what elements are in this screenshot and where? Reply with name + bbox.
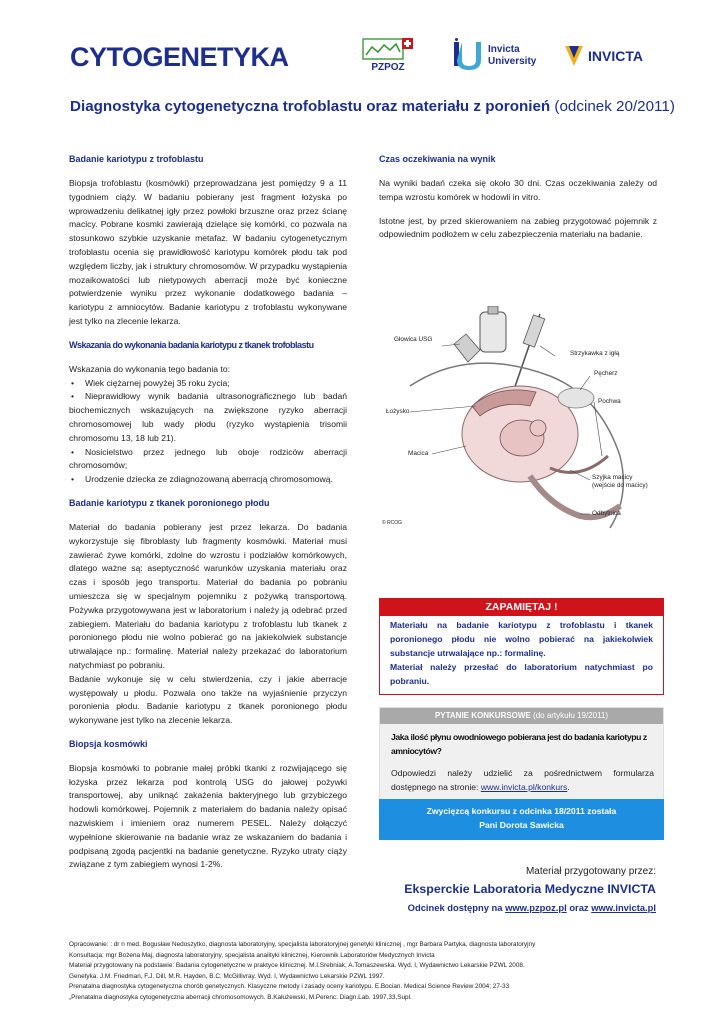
diagram-label-placenta: Łożysko xyxy=(386,408,410,415)
subtitle-main: Diagnostyka cytogenetyczna trofoblastu oraz materiału z poronień xyxy=(70,98,551,115)
prepared-label: Materiał przygotowany przez: xyxy=(525,866,656,877)
remember-box xyxy=(379,598,664,695)
invicta-logo xyxy=(564,42,656,68)
list-item-text: Wiek ciężarnej powyżej 35 roku życia; xyxy=(85,377,230,388)
winner-name: Pani Dorota Sawicka xyxy=(479,820,564,830)
pzpoz-link[interactable]: www.pzpoz.pl xyxy=(505,902,567,913)
wait-time-text-2: Istotne jest, by przed skierowaniem na zabieg przygotować pojemnik z odpowiednim podłożem w celu zabezpieczenia materiału na badanie. xyxy=(379,215,657,240)
contest-ref: (do artykułu 19/2011) xyxy=(533,711,609,720)
remember-body xyxy=(380,616,663,694)
diagram-label-bladder: Pęcherz xyxy=(594,370,618,377)
subtitle-episode: (odcinek 20/2011) xyxy=(554,98,675,115)
list-item-text: Nieprawidłowy wynik badania ultrasonograficznego lub badań biochemicznych wskazujących na zwiększone ryzyko aberracji chromosomowej lub wady płodu (ryzyko wystąpienia trisomii chromosomu 13, 18 lub 21). xyxy=(69,391,347,443)
left-column xyxy=(69,153,347,872)
diagram-label-cervix-note: (wejście do macicy) xyxy=(592,482,648,489)
remember-text-1: Materiału na badanie kariotypu z trofoblastu i tkanek poronionego płodu nie wolno pobierać na jakiekolwiek substancje utrwalające np.: formalinę. xyxy=(390,620,653,658)
footer-line: Prenatalna diagnostyka cytogenetyczna chorób genetycznych. Klasyczne metody i zasady oceny kariotypu. E.Bocian. Medical Science Review 2004; 27-33 xyxy=(69,983,510,991)
bullet-icon: • xyxy=(71,446,75,457)
cvs-diagram xyxy=(380,306,660,534)
section-title-biopsy: Biopsja kosmówki xyxy=(69,738,148,749)
remember-text-2: Materiał należy przesłać do laboratorium natychmiast po pobraniu. xyxy=(390,662,653,686)
footer-line: Materiał przygotowany na podstawie: Badania cytogenetyczne w praktyce klinicznej. M.I.Srebniak, A.Tomaszewska. Wyd. I, Wydawnictwo Lekarskie PZWL 2008. xyxy=(69,962,525,970)
list-item xyxy=(69,390,347,445)
iu-logo-line1: Invicta xyxy=(488,44,520,55)
contest-answer-text: Odpowiedzi należy udzielić za pośrednictwem formularza dostępnego na stronie: xyxy=(391,768,654,792)
section-text-miscarriage-1: Materiał do badania pobierany jest przez lekarza. Do badania wykorzystuje się fibroblasty lub fragmenty kosmówki. Materiał musi zawierać żywe komórki, zdolne do wzrostu i podziałów komórkowych, dlatego ważne są: aseptyczność warunków uzyskania materiału oraz czas i sposób jego transportu. Materiał do badania po pobraniu umieszcza się w specjalnym pojemniku z pożywką transportową. Pożywka przygotowywana jest w laboratorium i należy ją odebrać przed zabiegiem. Materiału do badania kariotypu z trofoblastu lub tkanek z poronionego płodu nie wolno pobierać go na jakiekolwiek substancje utrwalające np.: formalinę. Materiał należy przekazać do laboratorium natychmiast po pobraniu. xyxy=(69,521,347,670)
contest-header xyxy=(380,708,663,724)
remember-title: ZAPAMIĘTAJ ! xyxy=(380,599,663,616)
list-item-text: Urodzenie dziecka ze zdiagnozowaną aberracją chromosomową. xyxy=(85,474,333,485)
diagram-label-vagina: Pochwa xyxy=(598,398,621,405)
section-title-indications: Wskazania do wykonania badania kariotypu z tkanek trofoblastu xyxy=(69,339,314,350)
bullet-icon: • xyxy=(71,391,75,402)
indications-list xyxy=(69,377,347,487)
right-column xyxy=(379,153,657,242)
footer-line: Konsultacja: mgr Bożena Maj, diagnosta laboratoryjny, specjalista analityki klinicznej, Kierownik Laboratoriów Medycznych Invicta xyxy=(69,951,435,959)
footer-line: Opracowanie: : dr n med. Bogusław Nedoszytko, diagnosta laboratoryjny, specjalista laboratoryjnej genetyki klinicznej , mgr Barbara Partyka, diagnosta laboratoryjny xyxy=(69,941,536,948)
invicta-university-logo xyxy=(454,38,546,70)
wait-time-text-1: Na wyniki badań czeka się około 30 dni. Czas oczekiwania zależy od tempa wzrostu komórek w hodowli in vitro. xyxy=(379,178,657,202)
bullet-icon: • xyxy=(71,474,75,485)
list-item xyxy=(69,473,347,487)
footer-line: Genetyka. J.M. Friedman, F.J. Dill, M.R. Hayden, B.C. McGillivray. Wyd. I, Wydawnictwo Lekarskie PZWL 1997. xyxy=(69,972,385,980)
pzpoz-logo xyxy=(362,38,414,72)
prepared-availability xyxy=(379,902,656,913)
winner-line-1: Zwycięzcą konkursu z odcinka 18/2011 została xyxy=(426,806,617,816)
section-title-trophoblast: Badanie kariotypu z trofoblastu xyxy=(69,154,204,164)
footer-references xyxy=(69,940,669,1004)
invicta-logo-text: INVICTA xyxy=(588,48,643,64)
diagram-label-uterus: Macica xyxy=(408,450,429,457)
contest-answer-end: . xyxy=(567,782,570,792)
contest-title: PYTANIE KONKURSOWE xyxy=(434,711,531,720)
prepared-org: Eksperckie Laboratoria Medyczne INVICTA xyxy=(404,882,656,896)
section-title-wait-time: Czas oczekiwania na wynik xyxy=(379,154,496,164)
section-text-miscarriage-2: Badanie wykonuje się w celu stwierdzenia, czy i jakie aberracje występowały u płodu. Pozwala ono także na wyjaśnienie przyczyn poronienia płodu. Badanie kariotypu z tkanek poronionego płodu wykonywane jest tylko na zlecenie lekarza. xyxy=(69,673,347,726)
list-item xyxy=(69,446,347,474)
diagram-label-syringe: Strzykawka z igłą xyxy=(570,350,620,357)
section-title-miscarriage: Badanie kariotypu z tkanek poronionego płodu xyxy=(69,497,270,508)
article-subtitle xyxy=(70,98,675,115)
diagram-label-cervix: Szyjka macicy xyxy=(592,474,633,481)
section-text-trophoblast: Biopsja trofoblastu (kosmówki) przeprowadzana jest pomiędzy 9 a 11 tygodniem ciąży. W badaniu pobierany jest fragment łożyska po wprowadzeniu delikatnej igły przez powłoki brzuszne oraz przez ścianę macicy. Pobrane kosmki zawierają dzielące się komórki, co pozwala na stosunkowo szybkie uzyskanie metafaz. W badaniu cytogenetycznym trofoblastu ocenia się prawidłowość kariotypu komórek płodu tak pod względem liczby, jak i struktury chromosomów. W przypadku wystąpienia mozaikowatości lub nietypowych aberracji może być konieczne potwierdzenie wyniku przez wykonanie dodatkowego badania – kariotypu z amniocytów. Badanie kariotypu z trofoblastu wykonywane jest tylko na zlecenie lekarza. xyxy=(69,178,347,326)
availability-conjunction: oraz xyxy=(566,902,592,913)
diagram-label-rectum: Odbytnica xyxy=(592,510,621,517)
page-title: CYTOGENETYKA xyxy=(70,42,289,72)
iu-logo-line2: University xyxy=(488,56,537,67)
pzpoz-logo-text: PZPOZ xyxy=(371,62,405,72)
invicta-link[interactable]: www.invicta.pl xyxy=(591,902,656,913)
contest-question: Jaka ilość płynu owodniowego pobierana jest do badania kariotypu z amniocytów? xyxy=(391,732,647,756)
winner-box xyxy=(379,799,664,840)
section-text-biopsy: Biopsja kosmówki to pobranie małej próbki tkanki z rozwijającego się łożyska przez lekarza pod kontrolą USG do jałowej pożywki transportowej, aby uniknąć zakażenia bakteryjnego lub grzybiczego hodowli komórkowej. Pojemnik z materiałem do badania należy opisać nazwiskiem i imieniem oraz numerem PESEL. Należy dołączyć wypełnione skierowanie na badanie wraz ze wskazaniem do badania i podpisaną zgodą pacjentki na badanie genetyczne. Ryzyko utraty ciąży związane z tym zabiegiem wynosi 1-2%. xyxy=(69,762,347,870)
contest-link[interactable]: www.invicta.pl/konkurs xyxy=(480,782,568,792)
list-item xyxy=(69,377,347,391)
list-item-text: Nosicielstwo przez jednego lub oboje rodziców aberracji chromosomów; xyxy=(69,446,347,471)
footer-line: „Prenatalna diagnostyka cytogenetyczna aberracji chromosomowych. B.Kałużewski, M.Perenc: Diagn.Lab. 1997,33,Supl. xyxy=(69,993,412,1001)
diagram-label-probe: Głowica USG xyxy=(394,336,433,343)
prepared-by xyxy=(379,866,656,913)
contest-answer xyxy=(380,758,663,802)
availability-text: Odcinek dostępny na xyxy=(407,902,506,913)
indications-intro: Wskazania do wykonania tego badania to: xyxy=(69,363,230,374)
contest-box xyxy=(379,707,664,803)
bullet-icon: • xyxy=(71,377,75,388)
diagram-copyright: © RCOG xyxy=(382,520,403,526)
